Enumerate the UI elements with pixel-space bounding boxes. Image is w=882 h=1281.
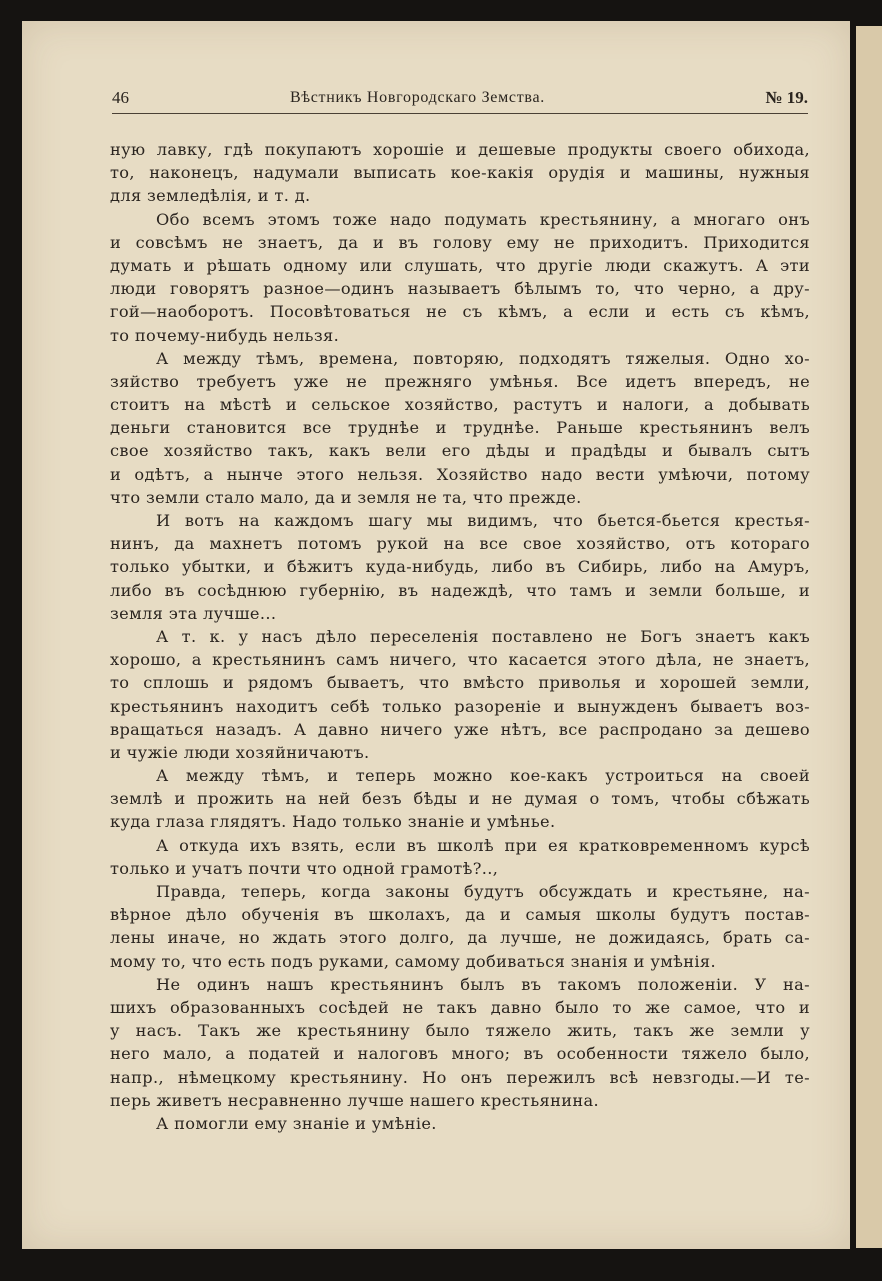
text-line: А между тѣмъ, и теперь можно кое-какъ устроиться на своей (156, 766, 810, 786)
text-line: А помогли ему знаніе и умѣніе. (156, 1113, 437, 1133)
text-line: Не одинъ нашъ крестьянинъ былъ въ такомъ положеніи. У на- (156, 974, 810, 994)
text-line: Правда, теперь, когда законы будутъ обсуждать и крестьяне, на- (156, 882, 810, 901)
text-line: мому то, что есть подъ руками, самому добиваться знанія и умѣнія. (110, 951, 716, 971)
text-line: И вотъ на каждомъ шагу мы видимъ, что бьется-бьется крестья- (156, 511, 810, 530)
text-line: и чужіе люди хозяйничаютъ. (110, 742, 370, 762)
text-line: свое хозяйство такъ, какъ вели его дѣды и прадѣды и бывалъ сытъ (110, 441, 810, 461)
text-line: люди говорятъ разное—одинъ называетъ бѣлымъ то, что черно, а дру- (110, 279, 810, 299)
text-line: А т. к. у насъ дѣло переселенія поставлено не Богъ знаетъ какъ (156, 626, 810, 646)
article-body (110, 138, 810, 1135)
text-line: земля эта лучше... (110, 603, 277, 623)
text-line: землѣ и прожить на ней безъ бѣды и не думая о томъ, чтобы сбѣжать (110, 789, 810, 809)
text-line: зяйство требуетъ уже не прежняго умѣнья. Все идетъ впередъ, не (110, 371, 810, 391)
text-line: только убытки, и бѣжитъ куда-нибудь, либо въ Сибирь, либо на Амуръ, (110, 557, 810, 577)
text-line: напр., нѣмецкому крестьянину. Но онъ пережилъ всѣ невзгоды.—И те- (110, 1067, 810, 1087)
text-line: перь живетъ несравненно лучше нашего крестьянина. (110, 1090, 600, 1110)
text-line: для земледѣлія, и т. д. (110, 186, 311, 206)
text-line: стоитъ на мѣстѣ и сельское хозяйство, растутъ и налоги, а добывать (110, 395, 810, 415)
text-line: думать и рѣшать одному или слушать, что другіе люди скажутъ. А эти (110, 255, 810, 275)
text-line: ную лавку, гдѣ покупаютъ хорошіе и дешевые продукты своего обихода, (110, 140, 810, 159)
text-line: и одѣтъ, а нынче этого нельзя. Хозяйство надо вести умѣючи, потому (110, 464, 810, 484)
journal-title: Вѣстникъ Новгородскаго Земства. (290, 89, 545, 106)
text-line: вращаться назадъ. А давно ничего уже нѣтъ, все распродано за дешево (110, 719, 810, 739)
text-line: и совсѣмъ не знаетъ, да и въ голову ему не приходитъ. Приходится (110, 232, 810, 252)
text-line: то сплошь и рядомъ бываетъ, что вмѣсто приволья и хорошей земли, (110, 673, 810, 693)
text-line: хорошо, а крестьянинъ самъ ничего, что касается этого дѣла, не знаетъ, (110, 650, 810, 670)
text-line: куда глаза глядятъ. Надо только знаніе и умѣнье. (110, 812, 556, 832)
text-line: либо въ сосѣднюю губернію, въ надеждѣ, что тамъ и земли больше, и (110, 580, 810, 600)
text-line: нинъ, да махнетъ потомъ рукой на все свое хозяйство, отъ котораго (110, 534, 810, 554)
text-line: крестьянинъ находитъ себѣ только разореніе и вынужденъ бываетъ воз- (110, 696, 810, 716)
facing-page-edge (856, 26, 882, 1248)
running-header (112, 85, 808, 114)
text-line: что земли стало мало, да и земля не та, что прежде. (110, 487, 582, 507)
text-line: шихъ образованныхъ сосѣдей не такъ давно было то же самое, что и (110, 997, 810, 1017)
text-line: гой—наоборотъ. Посовѣтоваться не съ кѣмъ, а если и есть съ кѣмъ, (110, 302, 810, 322)
text-line: у насъ. Такъ же крестьянину было тяжело жить, такъ же земли у (110, 1021, 810, 1041)
text-line: деньги становится все труднѣе и труднѣе. Раньше крестьянинъ велъ (110, 418, 810, 438)
page-number: 46 (112, 88, 129, 107)
text-line: Обо всемъ этомъ тоже надо подумать крестьянину, а многаго онъ (156, 209, 810, 229)
text-line: А откуда ихъ взять, если въ школѣ при ея кратковременномъ курсѣ (156, 835, 810, 855)
text-line: лены иначе, но ждать этого долго, да лучше, не дожидаясь, брать са- (110, 928, 810, 948)
text-line: то почему-нибудь нельзя. (110, 325, 340, 345)
text-line: только и учатъ почти что одной грамотѣ?.., (110, 858, 499, 878)
text-line: А между тѣмъ, времена, повторяю, подходятъ тяжелыя. Одно хо- (156, 348, 810, 368)
text-line: вѣрное дѣло обученія въ школахъ, да и самыя школы будутъ постав- (110, 905, 810, 925)
text-line: него мало, а податей и налоговъ много; въ особенности тяжело было, (110, 1044, 810, 1064)
text-line: то, наконецъ, надумали выписать кое-какія орудія и машины, нужныя (110, 163, 810, 183)
issue-number: № 19. (765, 88, 808, 107)
